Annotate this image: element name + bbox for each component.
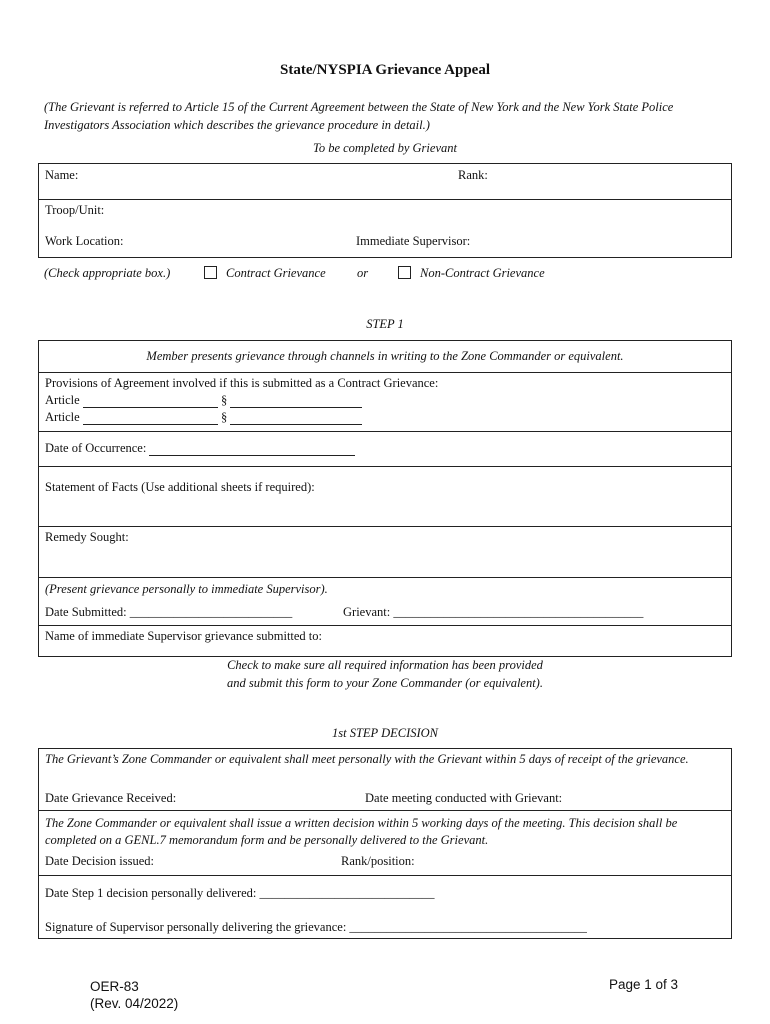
- supervisor-name-label[interactable]: Name of immediate Supervisor grievance submitted to:: [45, 629, 323, 643]
- meet-requirement-text: The Grievant’s Zone Commander or equivalent shall meet personally with the Grievant within 5 days of receipt of the grievance.: [45, 752, 689, 766]
- article-line-2[interactable]: Article §: [45, 410, 362, 425]
- or-label: or: [357, 266, 369, 280]
- step1-intro: Member presents grievance through channels in writing to the Zone Commander or equivalent.: [146, 349, 624, 363]
- rank-position-label[interactable]: Rank/position:: [341, 854, 415, 868]
- name-field-label[interactable]: Name:: [45, 168, 79, 182]
- provisions-label: Provisions of Agreement involved if this is submitted as a Contract Grievance:: [45, 376, 439, 390]
- grievant-caption: To be completed by Grievant: [313, 141, 457, 155]
- supervisor-name-row: [39, 625, 731, 656]
- work-location-label[interactable]: Work Location:: [45, 234, 124, 248]
- decision-box: [38, 748, 732, 939]
- contract-grievance-checkbox[interactable]: [204, 266, 217, 281]
- decision-heading: 1st STEP DECISION: [331, 726, 439, 740]
- grievant-info-box: [38, 163, 732, 258]
- work-location-row: [39, 230, 731, 258]
- page-number: Page 1 of 3: [609, 977, 679, 992]
- immediate-supervisor-label[interactable]: Immediate Supervisor:: [356, 234, 471, 248]
- article-line-1[interactable]: Article §: [45, 393, 362, 408]
- check-note-line-1: Check to make sure all required information has been provided: [227, 658, 543, 672]
- facts-row: [39, 466, 731, 526]
- date-delivered-field[interactable]: Date Step 1 decision personally delivered: ____________________________: [45, 886, 435, 900]
- date-meeting-label[interactable]: Date meeting conducted with Grievant:: [365, 791, 563, 805]
- step1-intro-row: [39, 341, 731, 372]
- troop-row: [39, 199, 731, 230]
- check-box-prompt: (Check appropriate box.): [44, 266, 171, 280]
- supervisor-signature-field[interactable]: Signature of Supervisor personally delivering the grievance: ______________________________________: [45, 920, 587, 934]
- present-grievance-note: (Present grievance personally to immediate Supervisor).: [45, 582, 328, 596]
- intro-note: (The Grievant is referred to Article 15 of the Current Agreement between the State of New York and the New York State Police Investigators Association which describes the grievance procedure in detail.): [44, 100, 674, 132]
- step1-heading: STEP 1: [366, 317, 404, 331]
- form-revision: (Rev. 04/2022): [90, 996, 179, 1011]
- received-row: [39, 785, 731, 810]
- step1-box: [38, 340, 732, 657]
- issue-row: [39, 810, 731, 868]
- delivery-row: [39, 875, 731, 938]
- date-received-label[interactable]: Date Grievance Received:: [45, 791, 177, 805]
- grievant-signature-field[interactable]: Grievant: ________________________________________: [343, 605, 644, 619]
- issue-decision-text: The Zone Commander or equivalent shall issue a written decision within 5 working days of the meeting. This decision shall be completed on a GENL.7 memorandum form and be personally delivered to the Grievant.: [45, 816, 678, 847]
- contract-grievance-label: Contract Grievance: [226, 266, 326, 280]
- date-occurrence-row: [39, 431, 731, 466]
- noncontract-grievance-checkbox[interactable]: [398, 266, 411, 281]
- date-occurrence-field[interactable]: Date of Occurrence:: [45, 441, 355, 456]
- remedy-sought-label[interactable]: Remedy Sought:: [45, 530, 129, 544]
- date-submitted-field[interactable]: Date Submitted: __________________________: [45, 605, 293, 619]
- statement-of-facts-label[interactable]: Statement of Facts (Use additional sheets if required):: [45, 480, 315, 494]
- form-title: State/NYSPIA Grievance Appeal: [280, 62, 490, 78]
- check-note-line-2: and submit this form to your Zone Commander (or equivalent).: [227, 676, 543, 690]
- meet-row: [39, 749, 731, 785]
- rank-field-label[interactable]: Rank:: [458, 168, 488, 182]
- date-issued-label[interactable]: Date Decision issued:: [45, 854, 155, 868]
- troop-unit-label[interactable]: Troop/Unit:: [45, 203, 105, 217]
- name-row: [39, 164, 731, 199]
- form-id: OER-83: [90, 979, 139, 994]
- remedy-row: [39, 526, 731, 577]
- provisions-row: [39, 372, 731, 431]
- grievance-type-row: [44, 266, 744, 284]
- noncontract-grievance-label: Non-Contract Grievance: [420, 266, 545, 280]
- submission-row: [39, 577, 731, 625]
